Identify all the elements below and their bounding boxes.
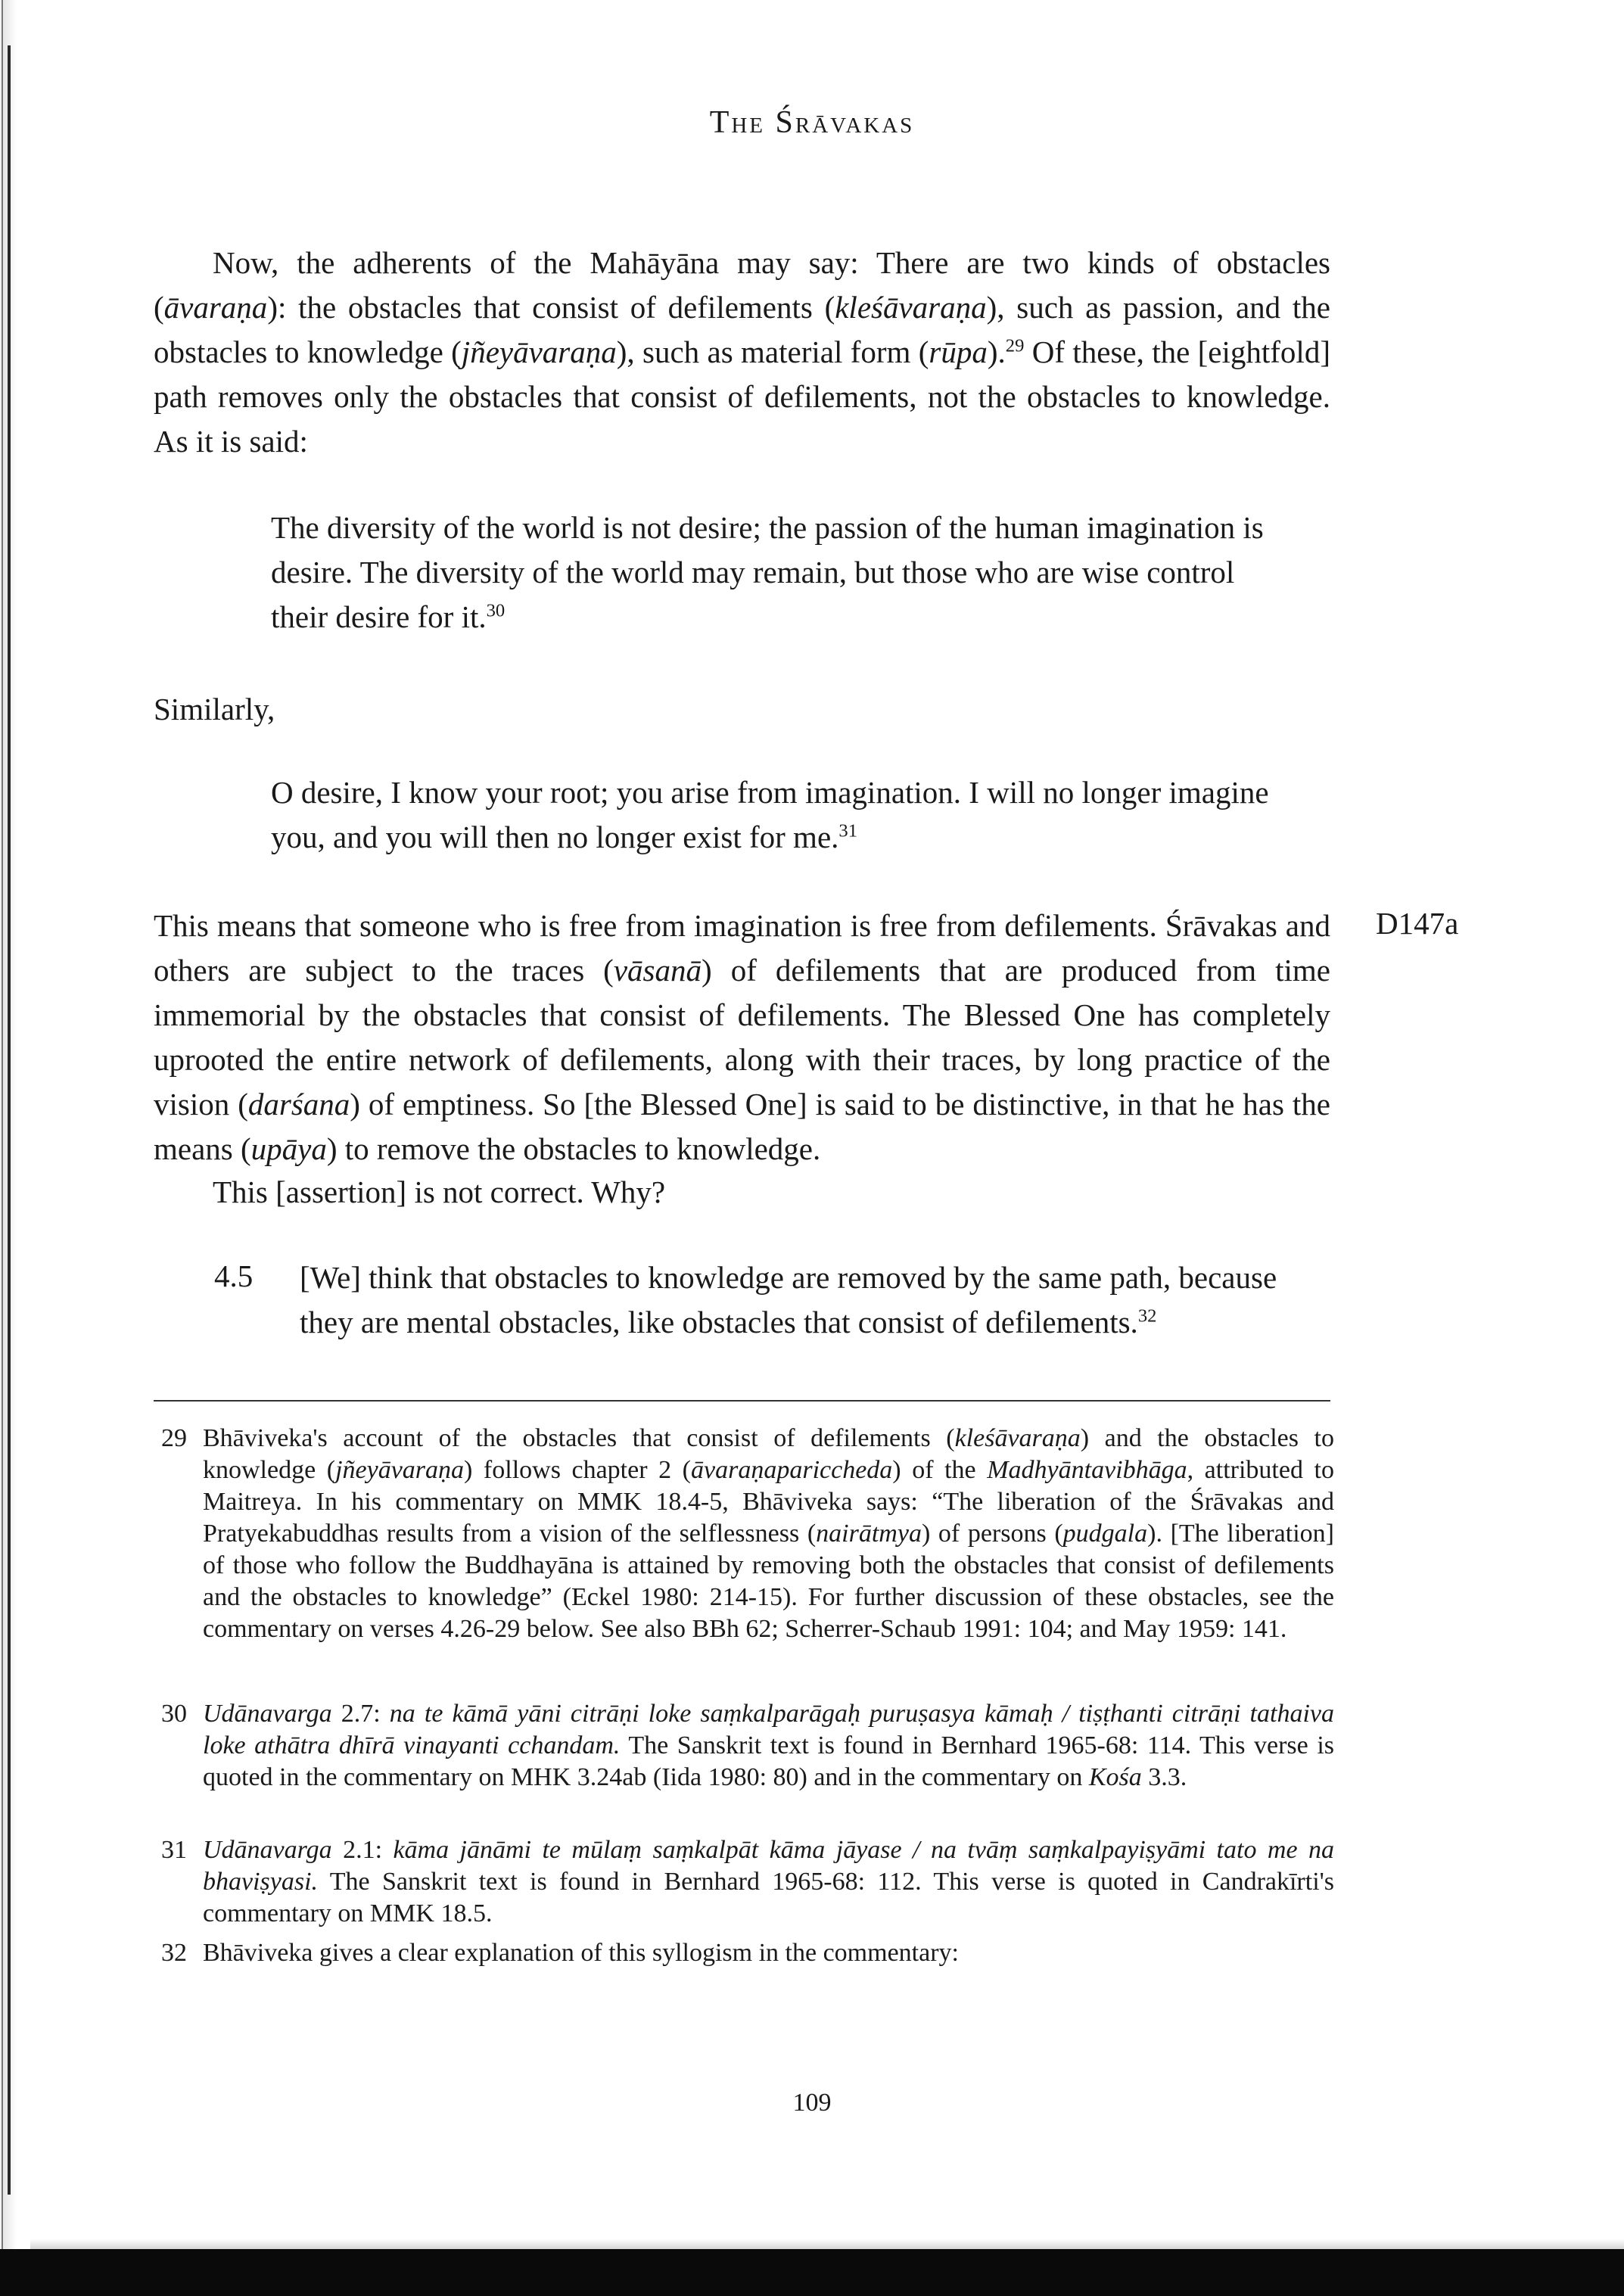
verse-number: 4.5 [214,1258,254,1293]
page-number: 109 [792,2089,832,2117]
paragraph-imagination: This means that someone who is free from imagination is free from defilements. Śrāvakas and others are subject to the traces (vāsanā) of defilements that are produced from time immemorial by the obstacles that consist of defilements. The Blessed One has completely uprooted the entire network of defilements, along with their traces, by long practice of the vision (darśana) of emptiness. So [the Blessed One] is said to be distinctive, in that he has the means (upāya) to remove the obstacles to knowledge. [154,908,1330,1166]
book-spine-shadow [8,45,11,2195]
footnote-ref-31: 31 [838,820,857,842]
footnote-ref-29: 29 [1005,335,1025,356]
footnote-text: Udānavarga 2.7: na te kāmā yāni citrāṇi loke saṃkalparāgaḥ puruṣasya kāmaḥ / tiṣṭhanti citrāṇi tathaiva loke athātra dhīrā vinayanti cchandam. The Sanskrit text is found in Bernhard 1965-68: 114. This verse is quoted in the commentary on MHK 3.24ab (Iida 1980: 80) and in the commentary on Kośa 3.3. [203,1700,1334,1791]
running-head: The Śrāvakas [709,105,915,140]
block-quote-desire: O desire, I know your root; you arise from imagination. I will no longer imagine you, and you will then no longer exist for me.$^{31}$ [271,775,1269,854]
paragraph-similarly: Similarly, [154,692,275,726]
scan-bottom-edge [0,2249,1624,2296]
verse-text: [We] think that obstacles to knowledge are removed by the same path, because they are mental obstacles, like obstacles that consist of defilements.$^{32}$ [300,1260,1277,1339]
footnote-number: 31 [161,1836,187,1864]
footnote-text: Udānavarga 2.1: kāma jānāmi te mūlaṃ saṃkalpāt kāma jāyase / na tvāṃ saṃkalpayiṣyāmi tato me na bhaviṣyasi. The Sanskrit text is found in Bernhard 1965-68: 112. This verse is quoted in Candrakīrti's commentary on MMK 18.5. [203,1836,1334,1927]
paragraph-assertion: This [assertion] is not correct. Why? [213,1174,666,1209]
block-quote-diversity: The diversity of the world is not desire; the passion of the human imagination is desire. The diversity of the world may remain, but those who are wise control their desire for it.$^{30}$ [271,510,1264,634]
footnote-text: Bhāviveka gives a clear explanation of this syllogism in the commentary: [203,1939,959,1967]
footnote-number: 29 [161,1424,187,1452]
footnote-separator [154,1400,1330,1402]
footnote-number: 32 [161,1939,187,1967]
footnote-ref-30: 30 [486,600,506,621]
footnote-number: 30 [161,1700,187,1728]
footnote-ref-32: 32 [1137,1305,1157,1327]
paragraph-obstacles: Now, the adherents of the Mahāyāna may say: There are two kinds of obstacles (āvaraṇa): the obstacles that consist of defilements (kleśāvaraṇa), such as passion, and the obstacles to knowledge (jñeyāvaraṇa), such as material form (rūpa).$^{29}$ Of these, the [eightfold] path removes only the obstacles that consist of defilements, not the obstacles to knowledge. As it is said: [154,245,1330,459]
footnote-text: Bhāviveka's account of the obstacles that consist of defilements (kleśāvaraṇa) and the obstacles to knowledge (jñeyāvaraṇa) follows chapter 2 (āvaraṇapariccheda) of the Madhyāntavibhāga, attributed to Maitreya. In his commentary on MMK 18.4-5, Bhāviveka says: “The liberation of the Śrāvakas and Pratyekabuddhas results from a vision of the selflessness (nairātmya) of persons (pudgala). [The liberation] of those who follow the Buddhayāna is attained by removing both the obstacles that consist of defilements and the obstacles to knowledge” (Eckel 1980: 214-15). For further discussion of these obstacles, see the commentary on verses 4.26-29 below. See also BBh 62; Scherrer-Schaub 1991: 104; and May 1959: 141. [203,1424,1334,1643]
margin-folio-reference: D147a [1376,906,1459,941]
book-spine-edge [2,0,3,2296]
